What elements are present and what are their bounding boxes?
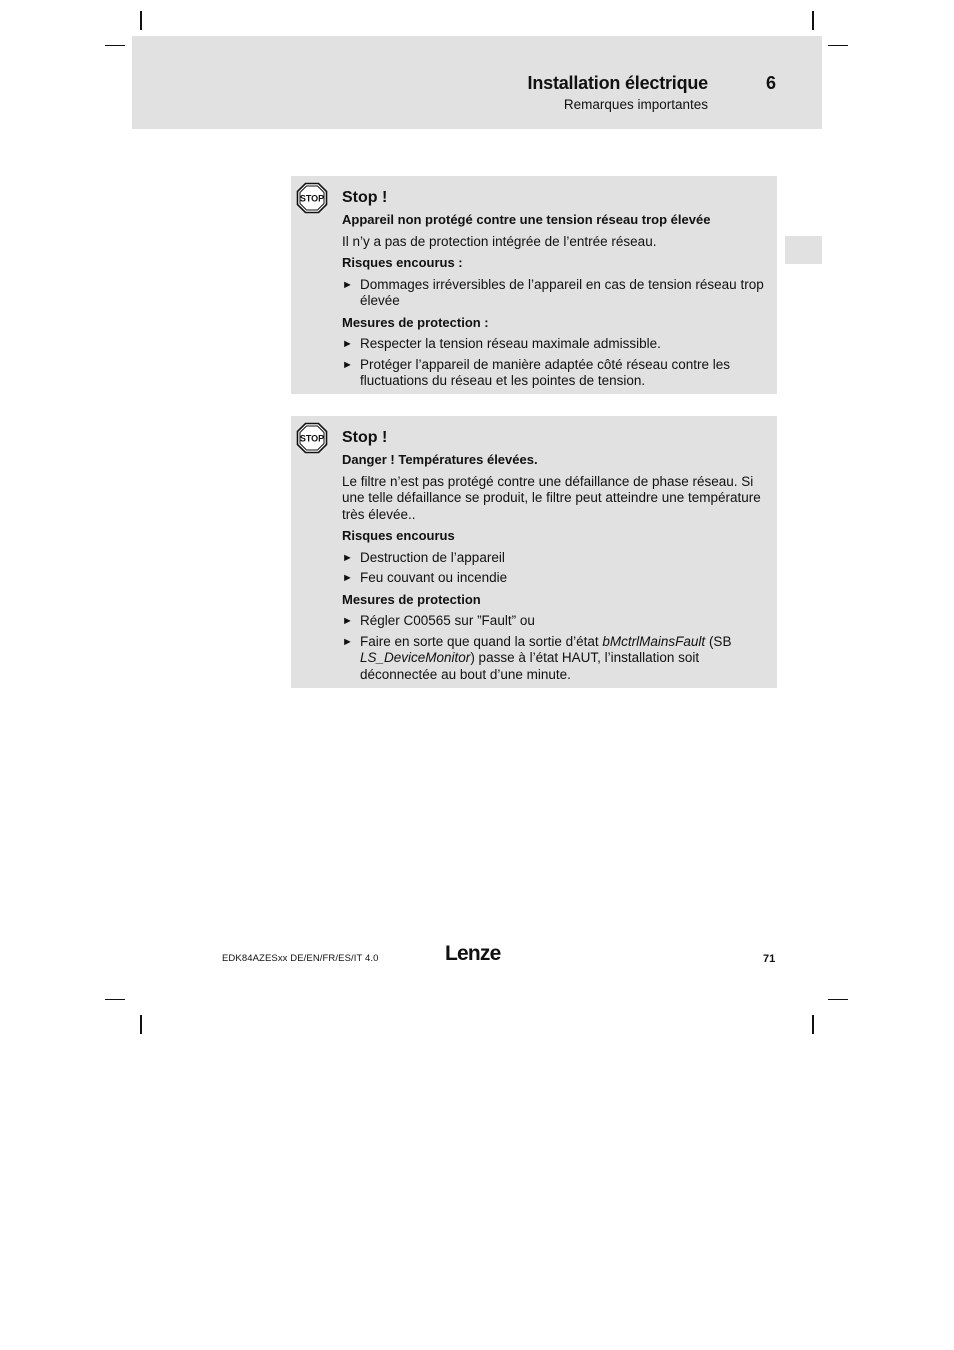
chapter-side-tab	[785, 236, 822, 264]
block-name: LS_DeviceMonitor	[360, 650, 471, 665]
risks-list	[342, 277, 767, 310]
risks-label: Risques encourus	[342, 528, 455, 543]
header-band	[132, 36, 822, 129]
crop-mark	[828, 999, 848, 1000]
stop-title: Stop !	[342, 429, 388, 446]
list-item: ► Faire en sorte que quand la sortie d’état bMctrlMainsFault (SB LS_DeviceMonitor) passe à l’état HAUT, l’installation soit déconnectée au bout d’une minute.	[342, 633, 732, 682]
crop-mark	[140, 1015, 142, 1034]
stop-paragraph: Le filtre n’est pas protégé contre une défaillance de phase réseau. Si une telle défaillance se produit, le filtre peut atteindre une température très élevée..	[342, 473, 761, 522]
measures-list	[342, 613, 767, 683]
measures-label: Mesures de protection	[342, 591, 481, 607]
chapter-subtitle: Remarques importantes	[563, 97, 708, 112]
risks-list	[342, 550, 767, 587]
crop-mark	[812, 1015, 814, 1034]
stop-note	[291, 176, 777, 394]
crop-mark	[105, 999, 125, 1000]
list-item: ► Protéger l’appareil de manière adaptée côté réseau contre les fluctuations du réseau et les pointes de tension.	[342, 356, 730, 388]
crop-mark	[105, 45, 125, 46]
triangle-right-icon: ►	[342, 338, 353, 350]
list-item: ► Feu couvant ou incendie	[342, 570, 508, 585]
stop-title: Stop !	[342, 189, 388, 206]
triangle-right-icon: ►	[342, 358, 353, 371]
risks-label: Risques encourus :	[342, 255, 463, 270]
triangle-right-icon: ►	[342, 635, 353, 648]
list-item: ► Respecter la tension réseau maximale admissible.	[342, 336, 661, 351]
triangle-right-icon: ►	[342, 278, 353, 291]
stop-sign-icon	[296, 182, 328, 214]
crop-mark	[812, 11, 814, 30]
stop-heading: Appareil non protégé contre une tension réseau trop élevée	[342, 212, 711, 227]
measures-list	[342, 336, 767, 390]
stop-heading: Danger ! Températures élevées.	[342, 452, 538, 467]
stop-note	[291, 416, 777, 688]
triangle-right-icon: ►	[342, 615, 353, 627]
stop-paragraph: Il n’y a pas de protection intégrée de l’entrée réseau.	[342, 233, 657, 249]
lenze-logo: Lenze	[445, 942, 501, 965]
signal-name: bMctrlMainsFault	[602, 633, 706, 649]
svg-text:STOP: STOP	[299, 193, 325, 204]
list-item: ► Régler C00565 sur ”Fault” ou	[342, 613, 535, 628]
chapter-number: 6	[766, 73, 777, 93]
chapter-title: Installation électrique	[527, 73, 708, 93]
crop-mark	[140, 11, 142, 30]
crop-mark	[828, 45, 848, 46]
measures-label: Mesures de protection :	[342, 314, 489, 330]
page-number: 71	[763, 953, 776, 965]
triangle-right-icon: ►	[342, 572, 353, 584]
list-item: ► Dommages irréversibles de l’appareil en cas de tension réseau trop élevée	[342, 276, 764, 308]
document-code: EDK84AZESxx DE/EN/FR/ES/IT 4.0	[222, 953, 379, 964]
triangle-right-icon: ►	[342, 551, 353, 564]
list-item: ► Destruction de l’appareil	[342, 549, 505, 565]
svg-text:STOP: STOP	[299, 433, 325, 444]
stop-sign-icon	[296, 422, 328, 454]
